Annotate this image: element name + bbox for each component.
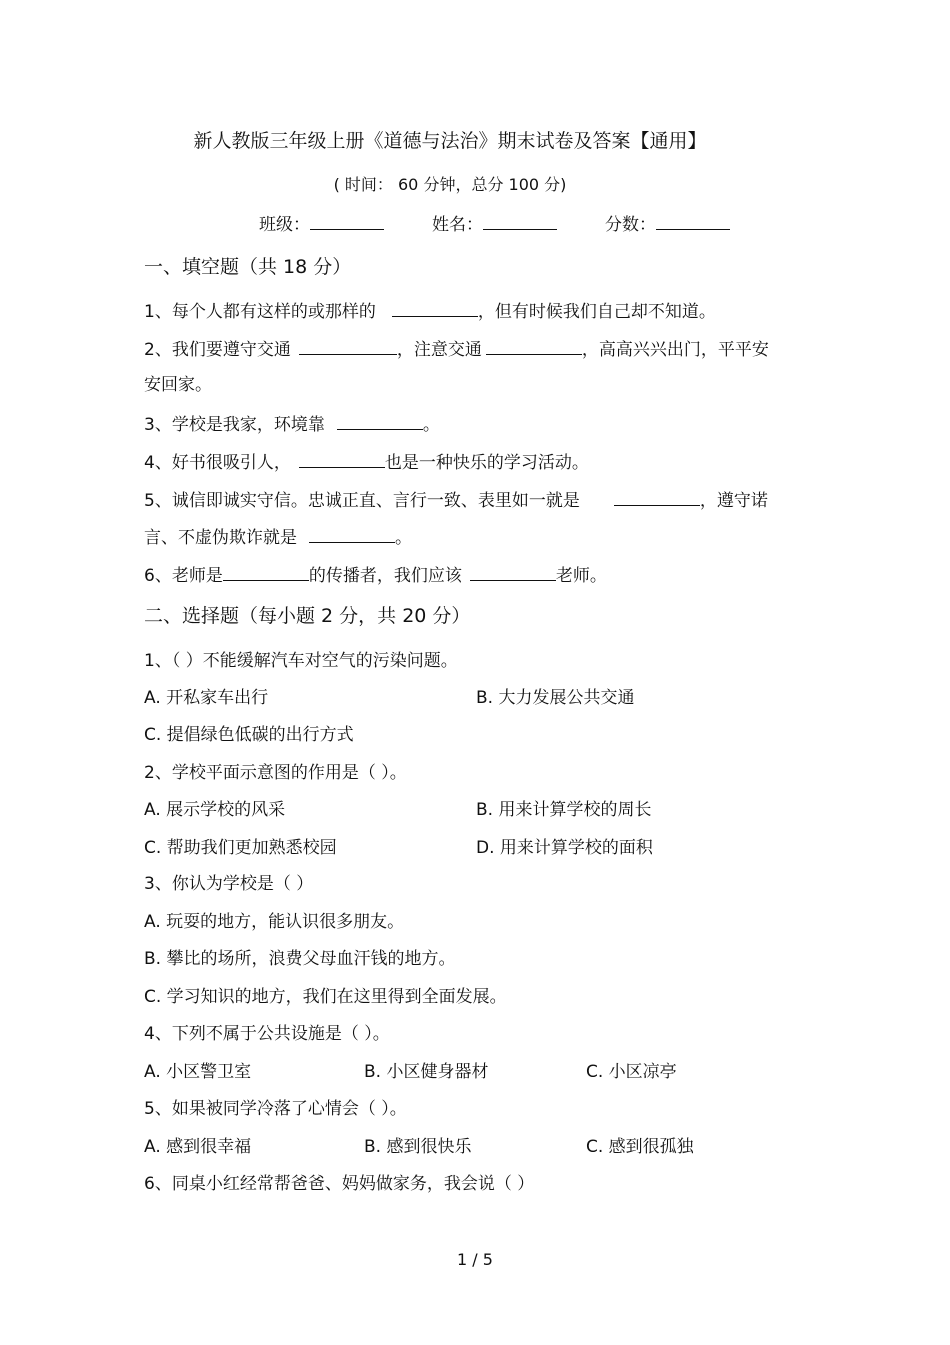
- question-text: ，高高兴兴出门，平平安: [581, 340, 769, 360]
- option-c: C. 提倡绿色低碳的出行方式: [144, 725, 354, 745]
- question-fill-2-cont: 安回家。: [144, 375, 212, 395]
- question-text: ，注意交通: [396, 340, 482, 360]
- question-text: 1、每个人都有这样的或那样的: [144, 302, 376, 322]
- question-text: 4、好书很吸引人，: [144, 453, 291, 473]
- option-b: B. 大力发展公共交通: [476, 688, 635, 708]
- question-text: 老师。: [555, 566, 607, 586]
- question-text: 5、诚信即诚实守信。忠诚正直、言行一致、表里如一就是: [144, 491, 580, 511]
- score-blank: [656, 213, 730, 230]
- question-fill-5: [144, 489, 768, 511]
- option-d: D. 用来计算学校的面积: [476, 838, 653, 858]
- question-text: ，但有时候我们自己却不知道。: [477, 302, 716, 322]
- option-a: A. 开私家车出行: [144, 688, 269, 708]
- question-choice-5: 5、如果被同学冷落了心情会（ ）。: [144, 1099, 407, 1119]
- class-blank: [310, 213, 384, 230]
- option-c: C. 学习知识的地方，我们在这里得到全面发展。: [144, 987, 507, 1007]
- option-c: C. 小区凉亭: [586, 1062, 677, 1082]
- question-choice-2: 2、学校平面示意图的作用是（ ）。: [144, 763, 407, 783]
- option-a: A. 感到很幸福: [144, 1137, 252, 1157]
- name-label: 姓名：: [432, 215, 483, 235]
- option-a: A. 展示学校的风采: [144, 800, 286, 820]
- answer-blank: [614, 489, 700, 506]
- option-b: B. 攀比的场所，浪费父母血汗钱的地方。: [144, 949, 456, 969]
- name-blank: [483, 213, 557, 230]
- question-text: 2、我们要遵守交通: [144, 340, 291, 360]
- answer-blank: [486, 338, 582, 355]
- section-heading-fill-in: 一、填空题（共 18 分）: [144, 256, 352, 278]
- answer-blank: [299, 451, 385, 468]
- answer-blank: [309, 526, 395, 543]
- option-c: C. 感到很孤独: [586, 1137, 694, 1157]
- class-field: [259, 213, 384, 235]
- question-choice-6: 6、同桌小红经常帮爸爸、妈妈做家务，我会说（ ）: [144, 1174, 535, 1194]
- class-label: 班级：: [259, 215, 310, 235]
- question-choice-1: 1、（ ）不能缓解汽车对空气的污染问题。: [144, 651, 458, 671]
- question-choice-3: 3、你认为学校是（ ）: [144, 874, 314, 894]
- page-number: 1 / 5: [457, 1250, 493, 1269]
- question-text: 3、学校是我家，环境靠: [144, 415, 325, 435]
- question-text: 6、老师是: [144, 566, 223, 586]
- answer-blank: [337, 413, 423, 430]
- question-fill-1: [144, 300, 716, 322]
- option-c: C. 帮助我们更加熟悉校园: [144, 838, 337, 858]
- question-fill-5-cont: [144, 526, 412, 548]
- option-a: A. 玩耍的地方，能认识很多朋友。: [144, 912, 405, 932]
- question-text: ，遵守诺: [699, 491, 768, 511]
- name-field: [432, 213, 557, 235]
- question-fill-6: [144, 564, 607, 586]
- question-text: 的传播者，我们应该: [308, 566, 462, 586]
- option-a: A. 小区警卫室: [144, 1062, 252, 1082]
- question-text: 。: [422, 415, 440, 435]
- option-b: B. 小区健身器材: [364, 1062, 489, 1082]
- section-heading-multiple-choice: 二、选择题（每小题 2 分，共 20 分）: [144, 605, 471, 627]
- question-fill-3: [144, 413, 440, 435]
- exam-meta: ( 时间： 60 分钟，总分 100 分): [333, 175, 567, 194]
- question-fill-4: [144, 451, 589, 473]
- answer-blank: [392, 300, 478, 317]
- question-fill-2: [144, 338, 769, 360]
- option-b: B. 感到很快乐: [364, 1137, 472, 1157]
- score-label: 分数：: [605, 215, 656, 235]
- question-text: 也是一种快乐的学习活动。: [384, 453, 589, 473]
- page-title: 新人教版三年级上册《道德与法治》期末试卷及答案【通用】: [193, 130, 707, 152]
- question-text: 。: [395, 528, 412, 548]
- answer-blank: [223, 564, 309, 581]
- question-text: 言、不虚伪欺诈就是: [144, 528, 297, 548]
- score-field: [605, 213, 730, 235]
- answer-blank: [470, 564, 556, 581]
- question-choice-4: 4、下列不属于公共设施是（ ）。: [144, 1024, 390, 1044]
- answer-blank: [299, 338, 397, 355]
- option-b: B. 用来计算学校的周长: [476, 800, 652, 820]
